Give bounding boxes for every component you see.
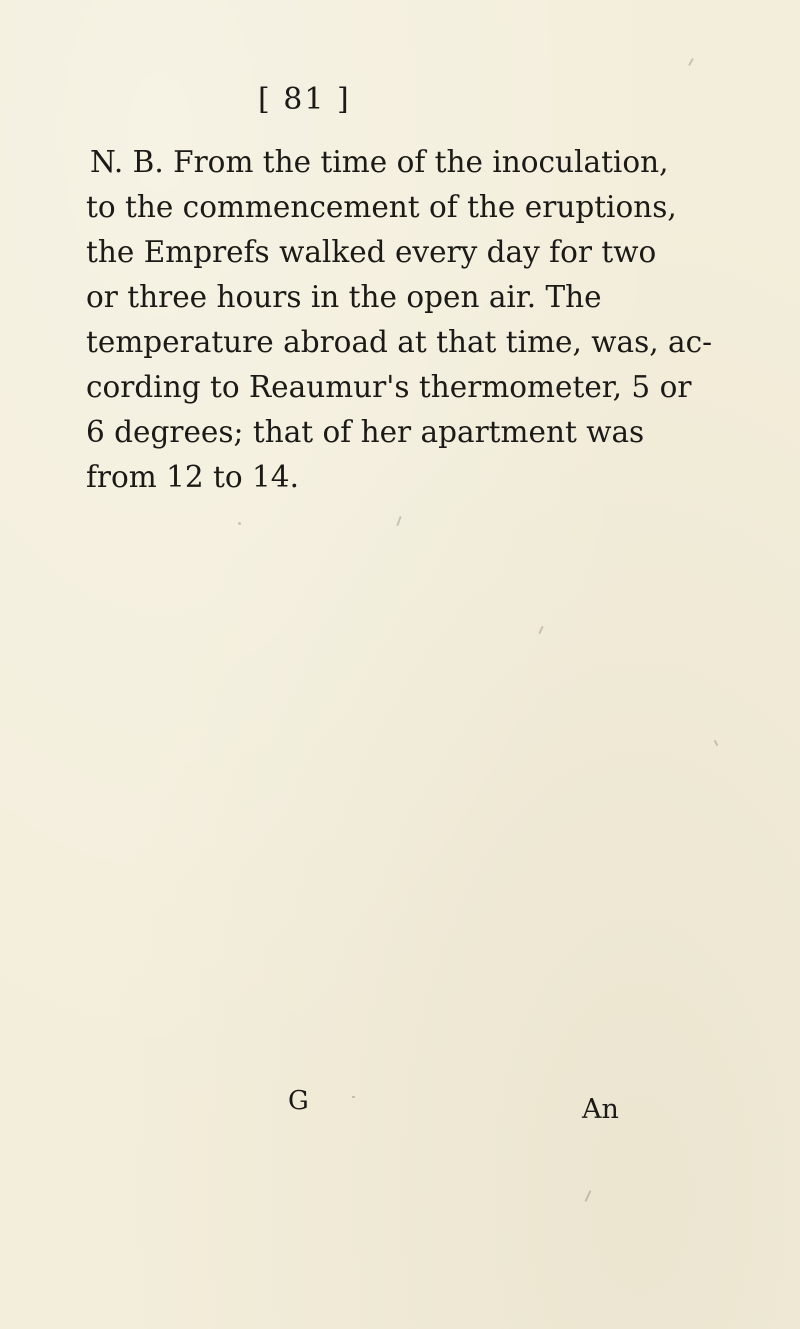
text-line: to the commencement of the eruptions, [86,190,677,224]
catchword: An [582,1094,619,1125]
paper-speck [396,516,401,526]
paper-speck [538,626,543,634]
body-paragraph [86,140,726,500]
text-line: temperature abroad at that time, was, ac- [86,325,713,359]
paper-speck [714,740,719,746]
paper-speck [238,522,241,525]
text-line: the Emprefs walked every day for two [86,235,657,269]
text-line: cording to Reaumur's thermometer, 5 or [86,370,692,404]
paper-speck [352,1096,355,1098]
page-number: [ 81 ] [258,82,351,117]
text-line: from 12 to 14. [86,460,299,494]
paper-speck [585,1190,592,1202]
text-line: or three hours in the open air. The [86,280,602,314]
signature-mark: G [288,1086,309,1116]
text-line: N. B. From the time of the inoculation, [90,145,669,179]
paper-speck [688,58,694,66]
text-line: 6 degrees; that of her apartment was [86,415,645,449]
